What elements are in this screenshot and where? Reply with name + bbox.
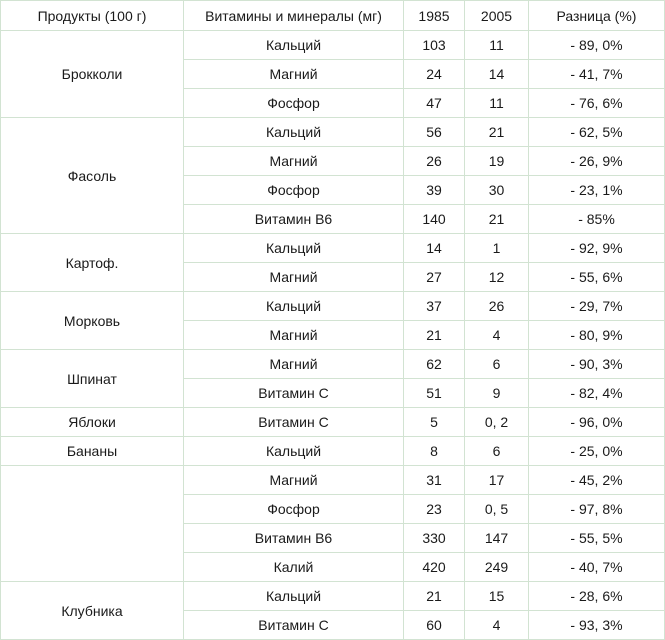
difference-cell: - 89, 0% [529,31,665,60]
difference-cell: - 96, 0% [529,408,665,437]
nutrient-cell: Кальций [184,437,404,466]
difference-cell: - 82, 4% [529,379,665,408]
product-cell [1,466,184,582]
nutrient-cell: Витамин С [184,611,404,640]
difference-cell: - 92, 9% [529,234,665,263]
difference-cell: - 55, 5% [529,524,665,553]
value-2005-cell: 11 [465,31,529,60]
nutrient-cell: Магний [184,147,404,176]
difference-cell: - 23, 1% [529,176,665,205]
value-1985-cell: 27 [404,263,465,292]
header-nutrient: Витамины и минералы (мг) [184,1,404,31]
difference-cell: - 62, 5% [529,118,665,147]
table-row [1,350,665,379]
nutrient-cell: Кальций [184,118,404,147]
difference-cell: - 41, 7% [529,60,665,89]
difference-cell: - 80, 9% [529,321,665,350]
value-2005-cell: 21 [465,118,529,147]
table-row [1,437,665,466]
table-row [1,31,665,60]
value-2005-cell: 21 [465,205,529,234]
nutrient-cell: Калий [184,553,404,582]
value-2005-cell: 12 [465,263,529,292]
value-2005-cell: 6 [465,437,529,466]
difference-cell: - 76, 6% [529,89,665,118]
nutrient-cell: Кальций [184,31,404,60]
value-1985-cell: 23 [404,495,465,524]
value-2005-cell: 4 [465,321,529,350]
difference-cell: - 97, 8% [529,495,665,524]
value-1985-cell: 31 [404,466,465,495]
difference-cell: - 85% [529,205,665,234]
header-1985: 1985 [404,1,465,31]
product-cell: Бананы [1,437,184,466]
value-2005-cell: 9 [465,379,529,408]
value-1985-cell: 24 [404,60,465,89]
nutrient-cell: Витамин В6 [184,205,404,234]
table-row [1,118,665,147]
value-2005-cell: 11 [465,89,529,118]
value-1985-cell: 21 [404,582,465,611]
value-1985-cell: 420 [404,553,465,582]
value-2005-cell: 0, 2 [465,408,529,437]
difference-cell: - 29, 7% [529,292,665,321]
nutrient-cell: Магний [184,60,404,89]
nutrient-cell: Кальций [184,292,404,321]
value-2005-cell: 249 [465,553,529,582]
product-cell: Яблоки [1,408,184,437]
difference-cell: - 90, 3% [529,350,665,379]
table-row [1,292,665,321]
difference-cell: - 25, 0% [529,437,665,466]
value-2005-cell: 30 [465,176,529,205]
nutrient-cell: Фосфор [184,89,404,118]
table-row [1,582,665,611]
nutrient-cell: Кальций [184,582,404,611]
value-2005-cell: 17 [465,466,529,495]
value-1985-cell: 26 [404,147,465,176]
difference-cell: - 26, 9% [529,147,665,176]
header-product: Продукты (100 г) [1,1,184,31]
product-cell: Картоф. [1,234,184,292]
value-1985-cell: 21 [404,321,465,350]
nutrient-cell: Фосфор [184,495,404,524]
nutrient-cell: Магний [184,350,404,379]
value-1985-cell: 140 [404,205,465,234]
product-cell: Шпинат [1,350,184,408]
value-2005-cell: 0, 5 [465,495,529,524]
header-2005: 2005 [465,1,529,31]
difference-cell: - 93, 3% [529,611,665,640]
value-2005-cell: 147 [465,524,529,553]
product-cell: Клубника [1,582,184,640]
value-1985-cell: 103 [404,31,465,60]
value-1985-cell: 8 [404,437,465,466]
value-2005-cell: 15 [465,582,529,611]
table-row [1,408,665,437]
table-body [1,31,665,640]
product-cell: Брокколи [1,31,184,118]
header-difference: Разница (%) [529,1,665,31]
value-2005-cell: 26 [465,292,529,321]
nutrient-cell: Фосфор [184,176,404,205]
nutrient-cell: Витамин В6 [184,524,404,553]
nutrient-cell: Магний [184,466,404,495]
value-2005-cell: 4 [465,611,529,640]
value-2005-cell: 19 [465,147,529,176]
product-cell: Фасоль [1,118,184,234]
value-2005-cell: 1 [465,234,529,263]
nutrient-cell: Витамин С [184,379,404,408]
value-1985-cell: 14 [404,234,465,263]
difference-cell: - 55, 6% [529,263,665,292]
table-row [1,234,665,263]
value-1985-cell: 39 [404,176,465,205]
difference-cell: - 28, 6% [529,582,665,611]
value-1985-cell: 330 [404,524,465,553]
value-1985-cell: 47 [404,89,465,118]
value-1985-cell: 37 [404,292,465,321]
header-row [1,1,665,31]
nutrient-cell: Витамин С [184,408,404,437]
table-row [1,466,665,495]
value-1985-cell: 5 [404,408,465,437]
product-cell: Морковь [1,292,184,350]
value-1985-cell: 62 [404,350,465,379]
nutrient-cell: Магний [184,263,404,292]
value-1985-cell: 51 [404,379,465,408]
nutrient-cell: Магний [184,321,404,350]
difference-cell: - 45, 2% [529,466,665,495]
value-2005-cell: 6 [465,350,529,379]
value-2005-cell: 14 [465,60,529,89]
nutrient-cell: Кальций [184,234,404,263]
value-1985-cell: 60 [404,611,465,640]
difference-cell: - 40, 7% [529,553,665,582]
value-1985-cell: 56 [404,118,465,147]
